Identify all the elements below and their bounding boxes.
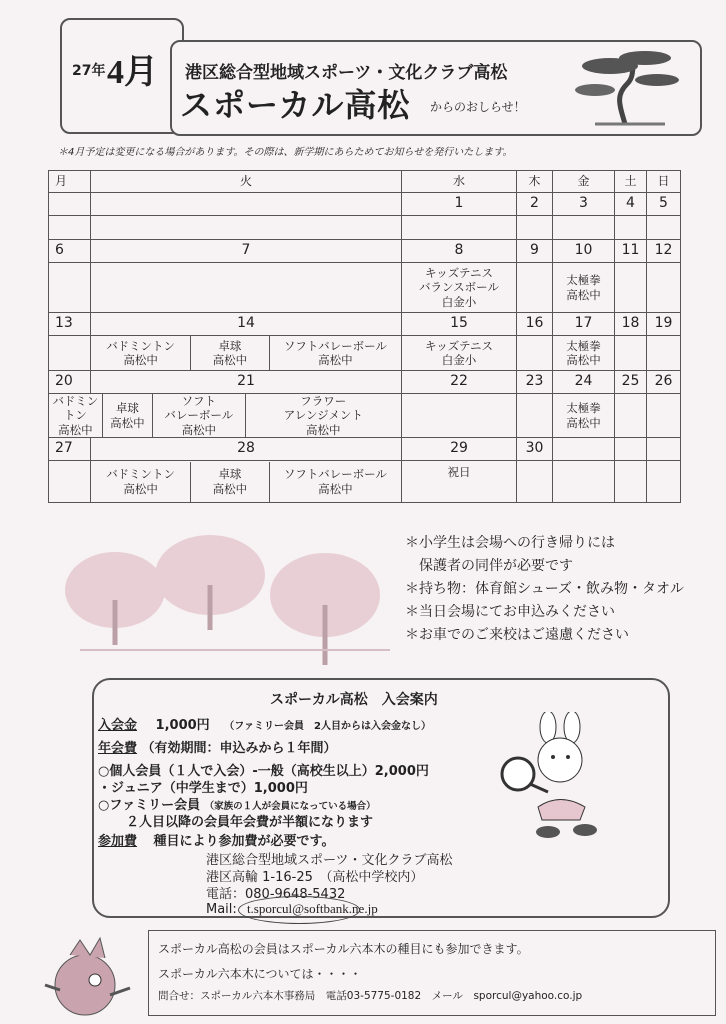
- weekday-tue: 火: [91, 171, 402, 193]
- pine-tree-icon: [565, 46, 685, 126]
- date-cell: 8: [402, 240, 517, 263]
- weekday-sun: 日: [647, 171, 681, 193]
- date-cell: 21: [91, 371, 402, 394]
- calendar-table: [48, 170, 681, 503]
- week4-dates: [49, 371, 681, 394]
- date-cell: 9: [517, 240, 553, 263]
- org-address: 港区高輪 1-16-25 （高松中学校内）: [206, 870, 424, 885]
- weekday-mon: 月: [49, 171, 91, 193]
- date-cell: 27: [49, 438, 91, 461]
- date-cell: 6: [49, 240, 91, 263]
- date-cell: 3: [553, 193, 615, 216]
- weekday-fri: 金: [553, 171, 615, 193]
- date-cell: 14: [91, 313, 402, 336]
- date-cell: 1: [402, 193, 517, 216]
- date-cell: 5: [647, 193, 681, 216]
- date-cell: 26: [647, 371, 681, 394]
- tuesday-events: [91, 336, 401, 370]
- week4-events: [49, 394, 681, 438]
- date-cell: 2: [517, 193, 553, 216]
- event-badminton: バドミントン 高松中: [49, 394, 102, 437]
- holiday-label: 祝日: [402, 461, 517, 503]
- fee-row: [98, 714, 431, 733]
- week5-dates: [49, 438, 681, 461]
- mail-label: Mail:: [206, 902, 237, 917]
- note-item: ＊持ち物：体育館シューズ・飲み物・タオル: [405, 581, 685, 597]
- date-cell: 18: [615, 313, 647, 336]
- date-cell: 25: [615, 371, 647, 394]
- event-table-tennis: 卓球 高松中: [102, 394, 152, 437]
- date-cell: [91, 193, 402, 216]
- date-cell: 17: [553, 313, 615, 336]
- mail-address[interactable]: t.sporcul@softbank.ne.jp: [246, 901, 378, 916]
- week5-events: [49, 461, 681, 503]
- family-discount: ２人目以降の会員年会費が半額になります: [126, 815, 374, 830]
- week2-dates: [49, 240, 681, 263]
- date-cell: [49, 193, 91, 216]
- weekday-thu: 木: [517, 171, 553, 193]
- participation-label: 参加費: [98, 834, 138, 849]
- date-cell: 24: [553, 371, 615, 394]
- rabbit-mascot-icon: [490, 712, 625, 842]
- event-soft-volleyball: ソフトバレーボール 高松中: [283, 467, 387, 496]
- fee-value: 1,000円: [155, 718, 210, 733]
- date-cell: 22: [402, 371, 517, 394]
- date-cell: 19: [647, 313, 681, 336]
- week3-dates: [49, 313, 681, 336]
- date-cell: 16: [517, 313, 553, 336]
- weekday-wed: 水: [402, 171, 517, 193]
- event-kids-tennis: キッズテニス 白金小: [402, 336, 517, 371]
- date-cell: 4: [615, 193, 647, 216]
- annual-label: 年会費: [98, 741, 138, 756]
- date-cell: 11: [615, 240, 647, 263]
- family-note: （家族の１人が会員になっている場合）: [204, 801, 376, 812]
- title-suffix: からのおしらせ！: [430, 100, 526, 114]
- weekday-sat: 土: [615, 171, 647, 193]
- annual-note: （有効期間：申込みから１年間）: [141, 741, 337, 756]
- family-member: ○ファミリー会員: [98, 798, 201, 813]
- event-taichi: 太極拳 高松中: [553, 336, 615, 371]
- event-soft-volleyball: ソフトバレーボール 高松中: [283, 338, 387, 367]
- participation-row: [98, 830, 335, 849]
- note-item: ＊お車でのご来校はご遠慮ください: [405, 627, 629, 643]
- event-table-tennis: 卓球 高松中: [191, 336, 270, 370]
- junior-member: ・ジュニア（中学生まで）1,000円: [98, 781, 308, 796]
- weekday-header: [49, 171, 681, 193]
- event-taichi: 太極拳 高松中: [553, 263, 615, 313]
- fee-note: （ファミリー会員 2人目からは入会金なし）: [224, 721, 431, 732]
- tuesday-events: [91, 462, 401, 502]
- date-cell: 10: [553, 240, 615, 263]
- week3-events: [49, 336, 681, 371]
- date-cell: 20: [49, 371, 91, 394]
- event-table-tennis: 卓球 高松中: [191, 462, 270, 502]
- cherry-trees-illustration: [60, 520, 400, 680]
- note-item: ＊当日会場にてお申込みください: [405, 604, 615, 620]
- membership-title: スポーカル高松 入会案内: [270, 692, 438, 708]
- event-soft-volleyball: ソフト バレーボール 高松中: [153, 394, 246, 437]
- note-item: ＊小学生は会場への行き帰りには: [405, 535, 615, 551]
- participation-text: 種目により参加費が必要です。: [153, 834, 335, 849]
- schedule-notice: ＊4月予定は変更になる場合があります。その際は、新学期にあらためてお知らせを発行いたします。: [58, 147, 513, 158]
- note-item: 保護者の同伴が必要です: [405, 558, 573, 574]
- date-cell: 7: [91, 240, 402, 263]
- event-kids-tennis: キッズテニス バランスボール 白金小: [402, 263, 517, 313]
- page-title: スポーカル高松: [180, 86, 411, 124]
- footer-line: スポーカル高松の会員はスポーカル六本木の種目にも参加できます。: [158, 942, 529, 956]
- year-label: 27年: [72, 63, 106, 79]
- week1-dates: [49, 193, 681, 216]
- date-cell: 13: [49, 313, 91, 336]
- individual-member: ○個人会員（１人で入会）‐一般（高校生以上）2,000円: [98, 764, 429, 779]
- date-cell: 30: [517, 438, 553, 461]
- month-label: 4月: [107, 54, 158, 91]
- event-flower-arrangement: フラワー アレンジメント 高松中: [283, 394, 363, 437]
- week2-events: [49, 263, 681, 313]
- annual-row: [98, 737, 337, 756]
- footer-line: スポーカル六本木については・・・・: [158, 967, 362, 981]
- notes-list: [405, 532, 684, 647]
- event-badminton: バドミントン 高松中: [91, 462, 191, 502]
- footer-contact: 問合せ：スポーカル六本木事務局 電話03-5775-0182 メール sporcul@yahoo.co.jp: [158, 990, 583, 1002]
- date-cell: 12: [647, 240, 681, 263]
- week1-events: [49, 216, 681, 240]
- event-taichi: 太極拳 高松中: [553, 394, 615, 438]
- fee-label: 入会金: [98, 718, 138, 733]
- date-cell: 15: [402, 313, 517, 336]
- event-badminton: バドミントン 高松中: [91, 336, 191, 370]
- mascot-character-icon: [40, 930, 140, 1020]
- date-cell: 28: [91, 438, 402, 461]
- date-cell: 29: [402, 438, 517, 461]
- club-name: 港区総合型地域スポーツ・文化クラブ高松: [185, 63, 508, 83]
- org-phone: 電話：080-9648-5432: [206, 887, 346, 902]
- org-name: 港区総合型地域スポーツ・文化クラブ高松: [206, 853, 453, 868]
- mail-highlight-circle: [238, 896, 360, 924]
- mon-tue-events: [49, 394, 401, 437]
- date-cell: 23: [517, 371, 553, 394]
